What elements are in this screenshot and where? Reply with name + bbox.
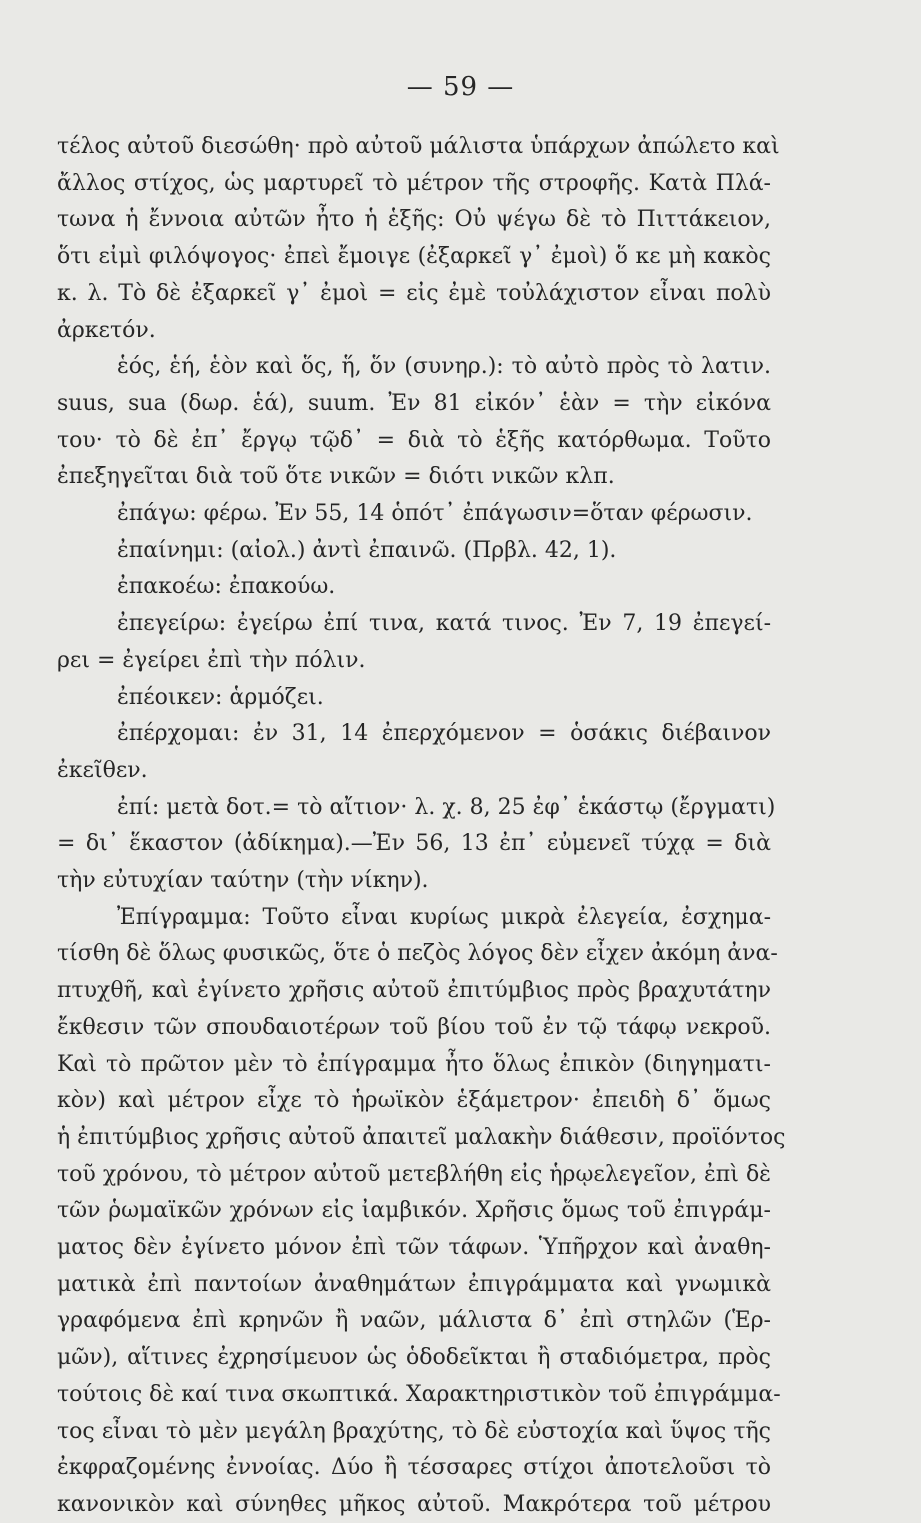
text-line: τῶν ῥωμαϊκῶν χρόνων εἰς ἰαμβικόν. Χρῆσις ὅμως τοῦ ἐπιγράμ- [57, 1198, 771, 1224]
text-line: ἑός, ἑή, ἑὸν καὶ ὅς, ἥ, ὅν (συνηρ.): τὸ αὐτὸ πρὸς τὸ λατιν. [117, 354, 771, 380]
text-line: ἔκθεσιν τῶν σπουδαιοτέρων τοῦ βίου τοῦ ἐν τῷ τάφῳ νεκροῦ. [57, 1014, 771, 1040]
text-line: ὅτι εἰμὶ φιλόψογος· ἐπεὶ ἔμοιγε (ἐξαρκεῖ γ᾿ ἐμοὶ) ὅ κε μὴ κακὸς [57, 244, 771, 270]
text-line: τοῦ χρόνου, τὸ μέτρον αὐτοῦ μετεβλήθη εἰς ἡρῳελεγεῖον, ἐπὶ δὲ [57, 1161, 771, 1187]
text-line: ἐπί: μετὰ δοτ.= τὸ αἴτιον· λ. χ. 8, 25 ἐφ᾿ ἑκάστῳ (ἔργματι) [117, 794, 776, 820]
text-line: ἄλλος στίχος, ὡς μαρτυρεῖ τὸ μέτρον τῆς στροφῆς. Κατὰ Πλά- [57, 170, 771, 196]
page-number: — 59 — [406, 72, 515, 102]
text-line: ἐπέρχομαι: ἐν 31, 14 ἐπερχόμενον = ὁσάκις διέβαινον [117, 721, 771, 747]
text-line: ἐπεγείρω: ἐγείρω ἐπί τινα, κατά τινος. Ἐν 7, 19 ἐπεγεί- [117, 611, 771, 637]
text-line: του· τὸ δὲ ἐπ᾿ ἔργῳ τῷδ᾿ = διὰ τὸ ἑξῆς κατόρθωμα. Τοῦτο [57, 427, 771, 453]
text-line: ἀρκετόν. [57, 317, 156, 343]
text-line: κανονικὸν καὶ σύνηθες μῆκος αὐτοῦ. Μακρότερα τοῦ μέτρου [57, 1491, 771, 1517]
text-line: ἐπεξηγεῖται διὰ τοῦ ὅτε νικῶν = διότι νικῶν κλπ. [57, 464, 615, 490]
text-line: τὴν εὐτυχίαν ταύτην (τὴν νίκην). [57, 868, 429, 893]
text-line: ἐπακοέω: ἐπακούω. [117, 574, 336, 600]
text-line: ματικὰ ἐπὶ παντοίων ἀναθημάτων ἐπιγράμματα καὶ γνωμικὰ [57, 1271, 771, 1297]
text-line: τούτοις δὲ καί τινα σκωπτικά. Χαρακτηριστικὸν τοῦ ἐπιγράμμα- [57, 1381, 781, 1407]
text-line: τίσθη δὲ ὅλως φυσικῶς, ὅτε ὁ πεζὸς λόγος δὲν εἶχεν ἀκόμη ἀνα- [57, 941, 778, 967]
text-line: suus, sua (δωρ. ἑά), suum. Ἐν 81 εἰκόν᾿ ἑὰν = τὴν εἰκόνα [57, 390, 771, 416]
text-line: ματος δὲν ἐγίνετο μόνον ἐπὶ τῶν τάφων. Ὑπῆρχον καὶ ἀναθη- [57, 1235, 771, 1260]
text-line: κ. λ. Τὸ δὲ ἐξαρκεῖ γ᾿ ἐμοὶ = εἰς ἐμὲ τοὐλάχιστον εἶναι πολὺ [57, 280, 771, 306]
text-line: μῶν), αἵτινες ἐχρησίμευον ὡς ὁδοδεῖκται ἢ σταδιόμετρα, πρὸς [57, 1345, 771, 1371]
text-line: ἐπάγω: φέρω. Ἐν 55, 14 ὁπότ᾿ ἐπάγωσιν=ὅταν φέρωσιν. [117, 501, 753, 526]
text-line: τωνα ἡ ἔννοια αὐτῶν ἦτο ἡ ἑξῆς: Οὐ ψέγω δὲ τὸ Πιττάκειον, [57, 207, 771, 233]
text-line: ἐκεῖθεν. [57, 757, 148, 783]
text-line: ἐπέοικεν: ἁρμόζει. [117, 684, 324, 710]
text-line: ἐκφραζομένης ἐννοίας. Δύο ἢ τέσσαρες στίχοι ἀποτελοῦσι τὸ [57, 1455, 771, 1481]
text-line: ρει = ἐγείρει ἐπὶ τὴν πόλιν. [57, 647, 366, 673]
text-line: ἐπαίνημι: (αἰολ.) ἀντὶ ἐπαινῶ. (Πρβλ. 42, 1). [117, 537, 617, 563]
text-line: ἡ ἐπιτύμβιος χρῆσις αὐτοῦ ἀπαιτεῖ μαλακὴν διάθεσιν, προϊόντος [57, 1124, 786, 1150]
text-line: πτυχθῆ, καὶ ἐγίνετο χρῆσις αὐτοῦ ἐπιτύμβιος πρὸς βραχυτάτην [57, 978, 771, 1004]
text-line: τος εἶναι τὸ μὲν μεγάλη βραχύτης, τὸ δὲ εὐστοχία καὶ ὕψος τῆς [57, 1418, 771, 1444]
text-line: γραφόμενα ἐπὶ κρηνῶν ἢ ναῶν, μάλιστα δ᾿ ἐπὶ στηλῶν (Ἑρ- [57, 1308, 771, 1334]
text-line: Ἐπίγραμμα: Τοῦτο εἶναι κυρίως μικρὰ ἐλεγεία, ἐσχημα- [117, 904, 771, 930]
text-line: κὸν) καὶ μέτρον εἶχε τὸ ἡρωϊκὸν ἑξάμετρον· ἐπειδὴ δ᾿ ὅμως [57, 1088, 771, 1114]
text-line: Καὶ τὸ πρῶτον μὲν τὸ ἐπίγραμμα ἦτο ὅλως ἐπικὸν (διηγηματι- [57, 1051, 771, 1077]
text-line: = δι᾿ ἕκαστον (ἀδίκημα).—Ἐν 56, 13 ἐπ᾿ εὐμενεῖ τύχᾳ = διὰ [57, 831, 771, 857]
text-line: τέλος αὐτοῦ διεσώθη· πρὸ αὐτοῦ μάλιστα ὑπάρχων ἀπώλετο καὶ [57, 134, 780, 159]
